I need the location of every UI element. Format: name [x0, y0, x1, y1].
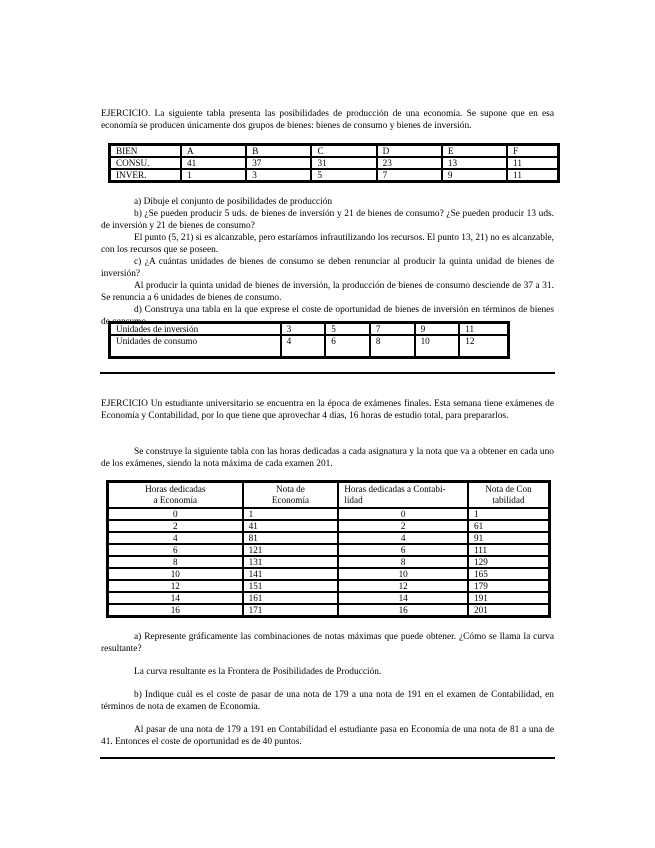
- table-cell: 129: [468, 556, 549, 568]
- ex1-question-a: a) Dibuje el conjunto de posibilidades de producción: [134, 197, 333, 207]
- ex1-question-c: c) ¿A cuántas unidades de bienes de consumo se deben renunciar al producir la quinta unidad de bienes de inversión?: [101, 257, 554, 279]
- table-row: [108, 592, 549, 604]
- ex1-question-d: d) Construya una tabla en la que exprese el coste de oportunidad de bienes de inversión en términos de bienes de consumo.: [101, 305, 554, 327]
- ex1-question-b: b) ¿Se pueden producir 5 uds. de bienes de inversión y 21 de bienes de consumo? ¿Se pueden producir 13 uds. de inversión y 21 de bienes de consumo?: [101, 209, 554, 231]
- table-cell: 10: [338, 568, 468, 580]
- table-row: [110, 169, 558, 181]
- header-line: Horas dedicadas a Contabi-: [344, 484, 446, 494]
- table-cell: 81: [243, 532, 339, 544]
- table-cell: 111: [468, 544, 549, 556]
- table-cell: 4: [338, 532, 468, 544]
- header-line: tabilidad: [492, 495, 525, 505]
- ex1-answer-c: Al producir la quinta unidad de bienes de inversión, la producción de bienes de consumo desciende de 37 a 31. Se renuncia a 6 unidades de bienes de consumo.: [101, 281, 554, 303]
- ex1-intro: EJERCICIO. La siguiente tabla presenta las posibilidades de producción de una economía. Se supone que en esa economía se producen únicamente dos grupos de bienes: bienes de consumo y bienes de inversión.: [101, 109, 554, 131]
- table-cell: BIEN: [110, 145, 181, 157]
- header-grade-economia: [243, 482, 339, 508]
- header-hours-economia: [108, 482, 243, 508]
- table-cell: 13: [442, 157, 507, 169]
- table-row: [108, 580, 549, 592]
- table-cell: 141: [243, 568, 339, 580]
- table-cell: 2: [108, 520, 243, 532]
- ex2-answer-a: La curva resultante es la Frontera de Posibilidades de Producción.: [134, 667, 382, 677]
- table-cell: 12: [459, 335, 508, 357]
- table-cell: 14: [108, 592, 243, 604]
- header-line: Nota de: [276, 484, 305, 494]
- table-cell: INVER.: [110, 169, 181, 181]
- table-cell: 3: [246, 169, 311, 181]
- table-row: [108, 604, 549, 616]
- grades-table: [106, 480, 551, 618]
- table-cell: 6: [325, 335, 370, 357]
- table-row: [108, 544, 549, 556]
- table-cell: 6: [108, 544, 243, 556]
- table-cell: 8: [338, 556, 468, 568]
- table-cell: 171: [243, 604, 339, 616]
- table-cell: E: [442, 145, 507, 157]
- table-row: [110, 323, 508, 335]
- table-cell: 41: [181, 157, 246, 169]
- table-cell: 61: [468, 520, 549, 532]
- table-cell: 3: [281, 323, 326, 335]
- table-cell: 12: [338, 580, 468, 592]
- table-cell: 2: [338, 520, 468, 532]
- table-cell: Unidades de inversión: [110, 323, 281, 335]
- table-cell: 131: [243, 556, 339, 568]
- table-cell: 9: [415, 323, 460, 335]
- header-line: a Economía: [153, 495, 198, 505]
- table-cell: D: [377, 145, 442, 157]
- header-line: lidad: [344, 495, 363, 505]
- table-cell: 0: [108, 508, 243, 520]
- header-hours-contabilidad: [338, 482, 468, 508]
- opportunity-cost-table: [108, 321, 510, 359]
- table-cell: 121: [243, 544, 339, 556]
- table-row: [108, 568, 549, 580]
- table-cell: 11: [507, 157, 558, 169]
- table-cell: F: [507, 145, 558, 157]
- table-cell: 16: [108, 604, 243, 616]
- table-cell: 191: [468, 592, 549, 604]
- table-cell: 4: [108, 532, 243, 544]
- table-cell: 1: [181, 169, 246, 181]
- grades-table-body: [108, 508, 549, 616]
- table-cell: 16: [338, 604, 468, 616]
- table-cell: 161: [243, 592, 339, 604]
- table-cell: CONSU.: [110, 157, 181, 169]
- table-cell: 14: [338, 592, 468, 604]
- table-cell: 23: [377, 157, 442, 169]
- section-divider: [100, 757, 555, 759]
- table-row: [110, 145, 558, 157]
- ex2-intro-2: Se construye la siguiente tabla con las horas dedicadas a cada asignatura y la nota que va a obtener en cada uno de los exámenes, siendo la nota máxima de cada examen 201.: [101, 447, 554, 469]
- production-table: [108, 143, 560, 183]
- table-header-row: [108, 482, 549, 508]
- table-cell: 1: [468, 508, 549, 520]
- table-row: [108, 556, 549, 568]
- ex2-question-b: b) Indique cuál es el coste de pasar de una nota de 179 a una nota de 191 en el examen de Contabilidad, en términos de nota de examen de Economía.: [101, 690, 554, 712]
- table-cell: 7: [370, 323, 415, 335]
- table-cell: 0: [338, 508, 468, 520]
- table-cell: 10: [415, 335, 460, 357]
- table-cell: 8: [370, 335, 415, 357]
- table-cell: 11: [459, 323, 508, 335]
- table-cell: 31: [311, 157, 376, 169]
- table-cell: 11: [507, 169, 558, 181]
- table-cell: 8: [108, 556, 243, 568]
- table-cell: A: [181, 145, 246, 157]
- ex2-question-a: a) Represente gráficamente las combinaciones de notas máximas que puede obtener. ¿Cómo se llama la curva resultante?: [101, 632, 554, 654]
- table-cell: 37: [246, 157, 311, 169]
- table-cell: 10: [108, 568, 243, 580]
- header-grade-contabilidad: [468, 482, 549, 508]
- table-row: [108, 532, 549, 544]
- table-row: [108, 508, 549, 520]
- table-cell: B: [246, 145, 311, 157]
- table-cell: 5: [311, 169, 376, 181]
- header-line: Nota de Con: [485, 484, 532, 494]
- table-row: [108, 520, 549, 532]
- table-cell: 1: [243, 508, 339, 520]
- table-cell: 179: [468, 580, 549, 592]
- table-cell: 6: [338, 544, 468, 556]
- table-cell: 5: [325, 323, 370, 335]
- header-line: Horas dedicadas: [145, 484, 206, 494]
- section-divider: [100, 372, 555, 374]
- table-cell: 9: [442, 169, 507, 181]
- ex1-answer-b: El punto (5, 21) si es alcanzable, pero estaríamos infrautilizando los recursos. El punto 13, 21) no es alcanzable, con los recursos que se poseen.: [101, 233, 554, 255]
- header-line: Economía: [271, 495, 310, 505]
- ex2-intro: EJERCICIO Un estudiante universitario se encuentra en la época de exámenes finales. Esta semana tiene exámenes de Economía y Contabilidad, por lo que tiene que aprovechar 4 días, 16 horas de estudio total, para prepararlos.: [101, 399, 554, 421]
- table-cell: 41: [243, 520, 339, 532]
- table-cell: 151: [243, 580, 339, 592]
- table-cell: C: [311, 145, 376, 157]
- ex2-answer-b: Al pasar de una nota de 179 a 191 en Contabilidad el estudiante pasa en Economía de una nota de 81 a una de 41. Entonces el coste de oportunidad es de 40 puntos.: [101, 725, 554, 747]
- table-cell: 201: [468, 604, 549, 616]
- table-cell: 165: [468, 568, 549, 580]
- table-cell: Unidades de consumo: [110, 335, 281, 357]
- table-cell: 4: [281, 335, 326, 357]
- table-cell: 91: [468, 532, 549, 544]
- table-cell: 12: [108, 580, 243, 592]
- table-row: [110, 157, 558, 169]
- table-cell: 7: [377, 169, 442, 181]
- table-row: [110, 335, 508, 357]
